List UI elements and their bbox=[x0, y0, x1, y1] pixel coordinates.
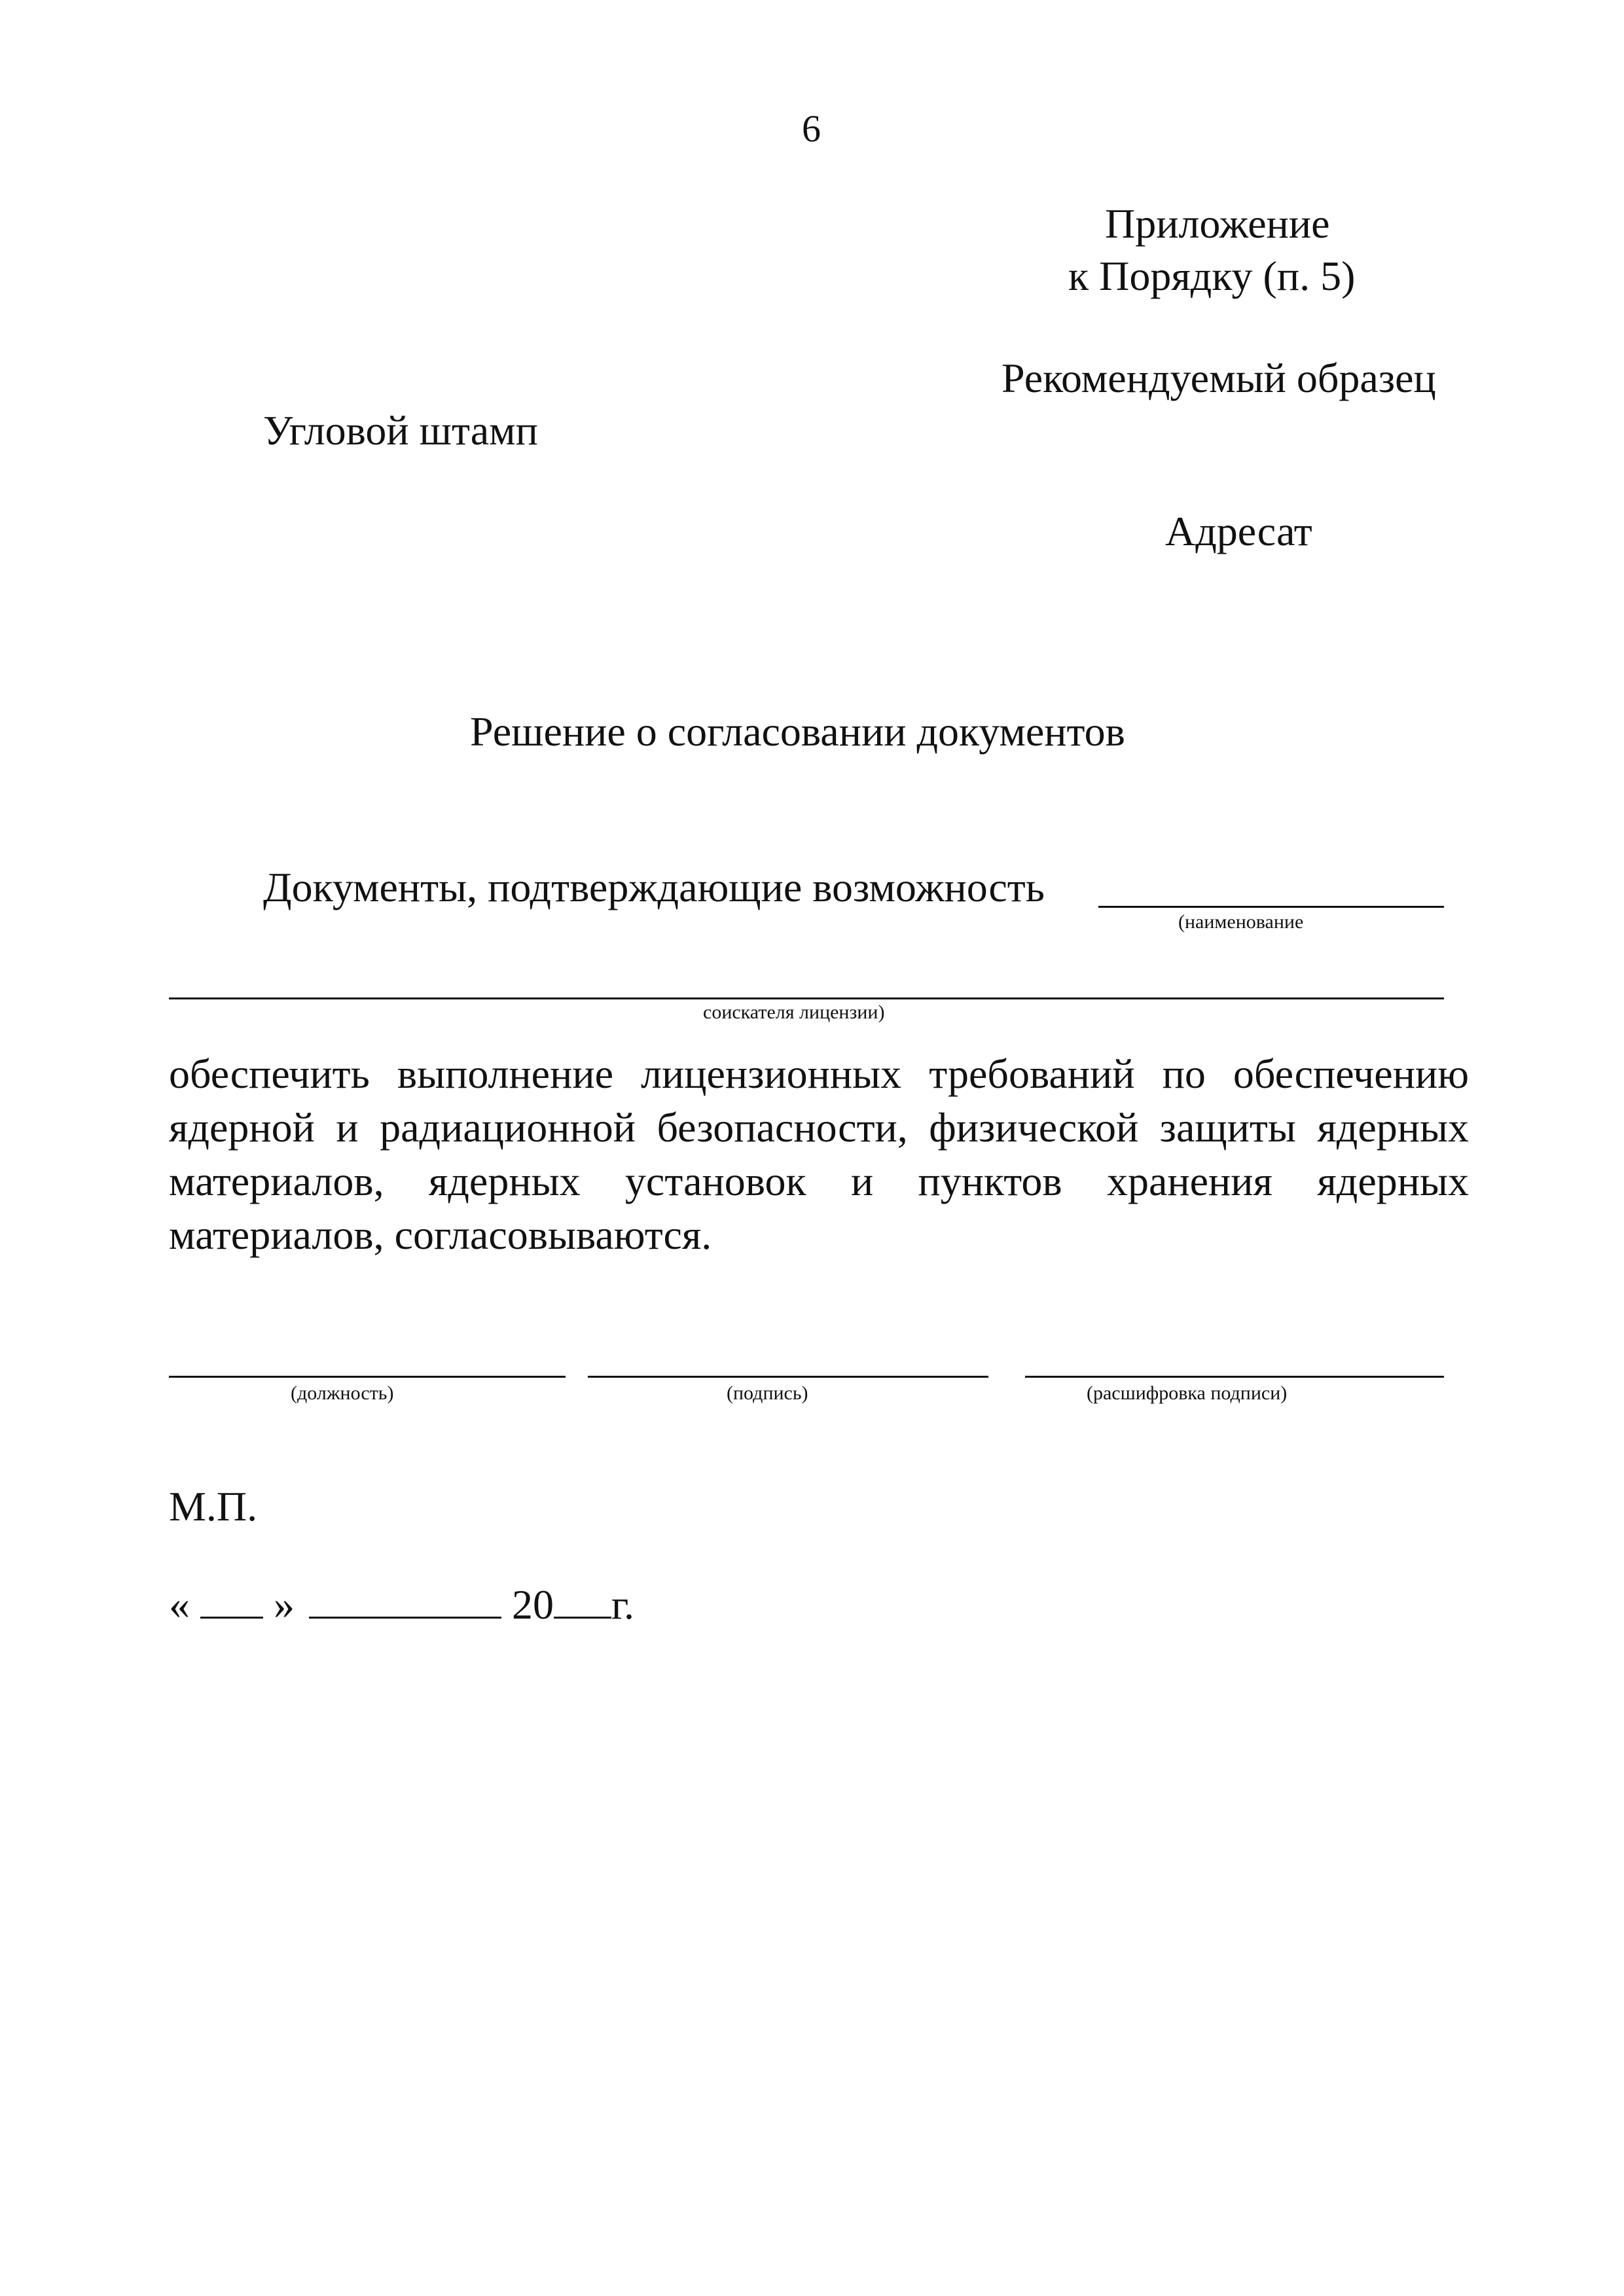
date-month-blank bbox=[309, 1584, 501, 1619]
date-year-blank bbox=[554, 1584, 611, 1619]
appendix-reference: к Порядку (п. 5) bbox=[1068, 253, 1356, 299]
position-label: (должность) bbox=[291, 1382, 394, 1404]
signature-line bbox=[588, 1376, 988, 1378]
body-line-3: материалов, ядерных установок и пунктов хранения ядерных bbox=[169, 1158, 1469, 1204]
applicant-name-line-2 bbox=[169, 997, 1444, 999]
date-close-quote: » bbox=[274, 1581, 295, 1628]
seal-mark: М.П. bbox=[169, 1483, 258, 1530]
intro-text: Документы, подтверждающие возможность bbox=[263, 864, 1045, 910]
body-line-1: обеспечить выполнение лицензионных требований по обеспечению bbox=[169, 1050, 1469, 1097]
hint-applicant: соискателя лицензии) bbox=[703, 1001, 885, 1023]
name-line bbox=[1025, 1376, 1444, 1378]
page-number: 6 bbox=[802, 107, 821, 150]
sample-note: Рекомендуемый образец bbox=[1001, 355, 1436, 401]
body-line-4: материалов, согласовываются. bbox=[169, 1211, 712, 1258]
appendix-label: Приложение bbox=[1105, 200, 1330, 247]
date-open-quote: « bbox=[169, 1581, 190, 1628]
signature-label: (подпись) bbox=[727, 1382, 808, 1404]
document-title: Решение о согласовании документов bbox=[470, 708, 1125, 755]
name-decoding-label: (расшифровка подписи) bbox=[1087, 1382, 1288, 1404]
hint-name: (наименование bbox=[1178, 911, 1304, 933]
body-paragraph bbox=[169, 1047, 1469, 1262]
addressee: Адресат bbox=[1165, 508, 1312, 554]
date-line bbox=[169, 1581, 635, 1628]
date-day-blank bbox=[200, 1584, 263, 1619]
position-line bbox=[169, 1376, 566, 1378]
date-year-suffix: г. bbox=[611, 1581, 635, 1628]
date-year-prefix: 20 bbox=[512, 1581, 554, 1628]
body-line-2: ядерной и радиационной безопасности, физической защиты ядерных bbox=[169, 1104, 1469, 1151]
corner-stamp: Угловой штамп bbox=[263, 407, 538, 454]
applicant-name-line bbox=[1098, 906, 1444, 908]
